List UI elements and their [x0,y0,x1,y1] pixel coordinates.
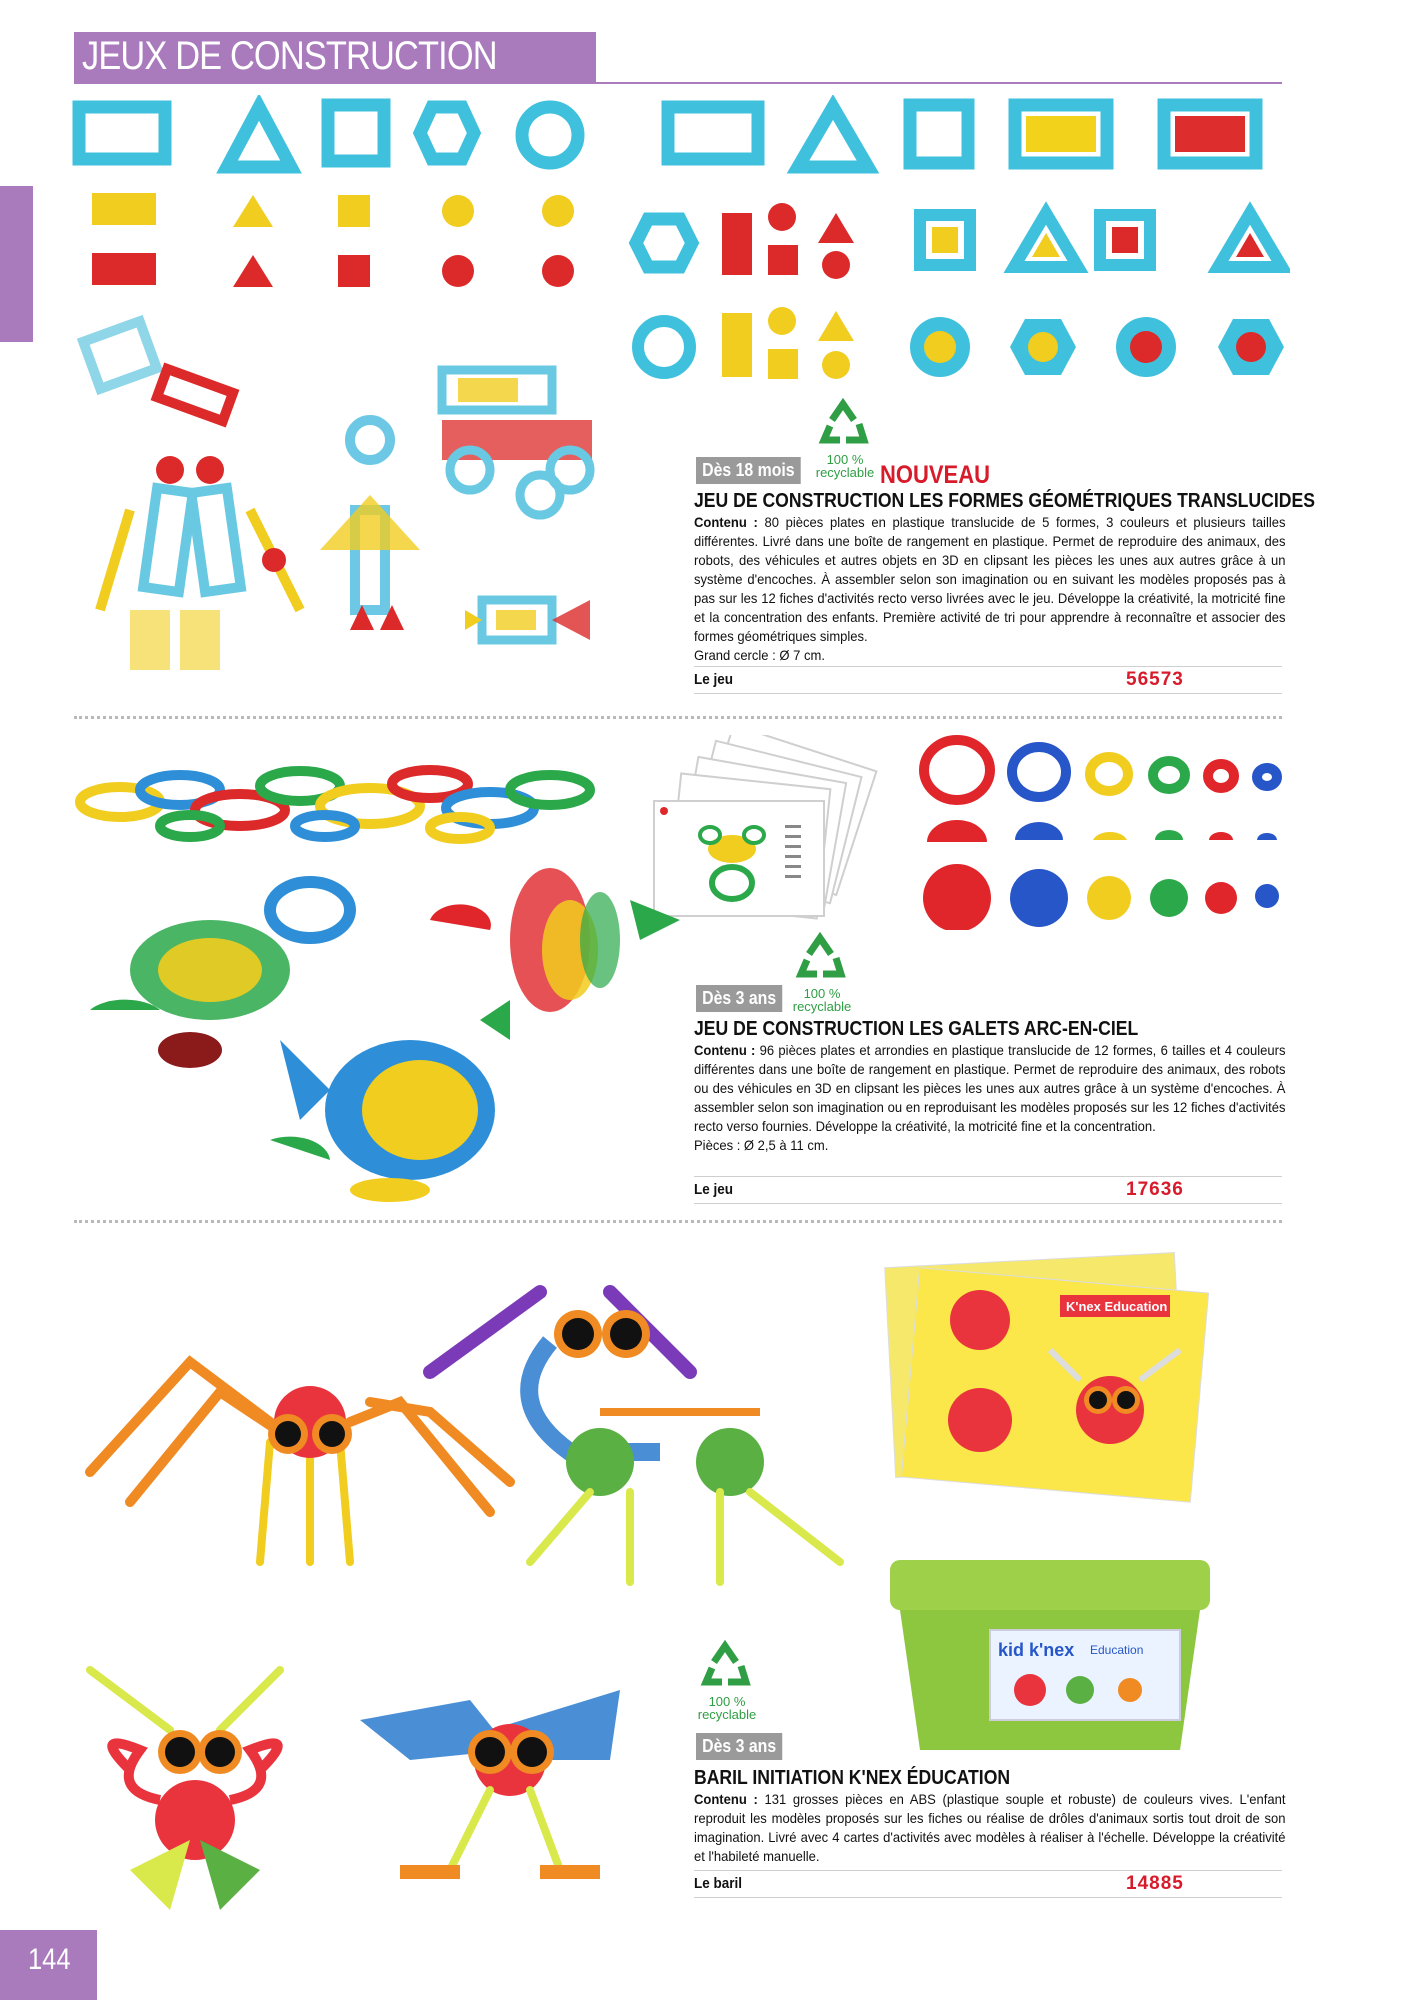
header-rule [74,82,1282,84]
product-title: BARIL INITIATION K'NEX ÉDUCATION [694,1767,1011,1789]
product-reference: 56573 [1126,669,1184,690]
product-title: JEU DE CONSTRUCTION LES FORMES GÉOMÉTRIQUES TRANSLUCIDES [694,490,1315,512]
section-divider [74,1220,1282,1223]
price-row [694,1176,1282,1204]
side-tab-marker [0,186,33,342]
age-badge: Dès 18 mois [696,457,801,484]
rainbow-rings-photo [70,740,610,850]
section-title: JEUX DE CONSTRUCTION [82,34,497,78]
new-label: NOUVEAU [880,461,991,489]
price-label: Le jeu [694,671,734,688]
knex-models-photo [70,1650,650,1930]
product-reference: 14885 [1126,1873,1184,1894]
recycle-badge: 100 % recyclable [682,1640,772,1721]
page-number: 144 [28,1943,71,1976]
knex-box-sub: Education [1090,1643,1144,1657]
knex-card-brand: K'nex Education [1066,1299,1168,1314]
product-description: Contenu : 80 pièces plates en plastique translucide de 5 formes, 3 couleurs et plusieurs tailles différentes. Livré dans une boîte de rangement en plastique. Permet de reproduire des animaux, des robots, des véhicules et autres objets en 3D en clipsant les pièces les unes aux autres grâce à un système d'encoches. À assembler selon son imagination ou en suivant les modèles proposés pas à pas sur les 12 fiches d'activités recto verso livrées avec le jeu. Développe la créativité, la motricité fine et la concentration des enfants. Première activité de tri pour apprendre à reconnaître et associer des formes géométriques simples. Grand cercle : Ø 7 cm. [694,514,1286,663]
section-divider [74,716,1282,719]
age-badge: Dès 3 ans [696,1733,782,1760]
knex-box-brand: kid k'nex [998,1640,1075,1660]
activity-cards-photo [650,735,890,925]
price-row [694,666,1282,694]
product-description: Contenu : 96 pièces plates et arrondies en plastique translucide de 12 formes, 6 tailles et 4 couleurs différentes dans une boîte de rangement en plastique. Permet de reproduire des animaux, des robots ou des véhicules en 3D en clipsant les pièces les unes aux autres grâce à un système d'encoches. À assembler selon son imagination ou en reproduisant les modèles proposés sur les 12 fiches d'activités recto verso fournies. Développe la créativité, la motricité fine et la concentration. Pièces : Ø 2,5 à 11 cm. [694,1042,1286,1153]
age-badge: Dès 3 ans [696,985,782,1012]
recycle-icon [793,932,851,982]
rainbow-models-photo [70,860,680,1210]
knex-creatures-photo [70,1262,850,1632]
knex-storage-tub-photo [880,1550,1220,1760]
recycle-icon [816,398,874,448]
product-title: JEU DE CONSTRUCTION LES GALETS ARC-EN-CIEL [694,1018,1139,1040]
price-label: Le jeu [694,1181,734,1198]
product-description: Contenu : 131 grosses pièces en ABS (plastique souple et robuste) de couleurs vives. L'enfant reproduit les modèles proposés sur les fiches ou réalise de drôles d'animaux sortis tout droit de son imagination. Livré avec 4 cartes d'activités avec modèles à réaliser à l'échelle. Développe la créativité et l'habileté manuelle. [694,1791,1286,1864]
recycle-badge: 100 % recyclable [800,398,890,479]
price-label: Le baril [694,1875,743,1892]
rainbow-pieces-grid-photo [915,730,1285,930]
shapes-models-photo [70,310,680,720]
product-reference: 17636 [1126,1179,1184,1200]
price-row [694,1870,1282,1898]
recycle-badge: 100 % recyclable [777,932,867,1013]
recycle-icon [698,1640,756,1690]
knex-activity-cards-photo [880,1250,1220,1530]
